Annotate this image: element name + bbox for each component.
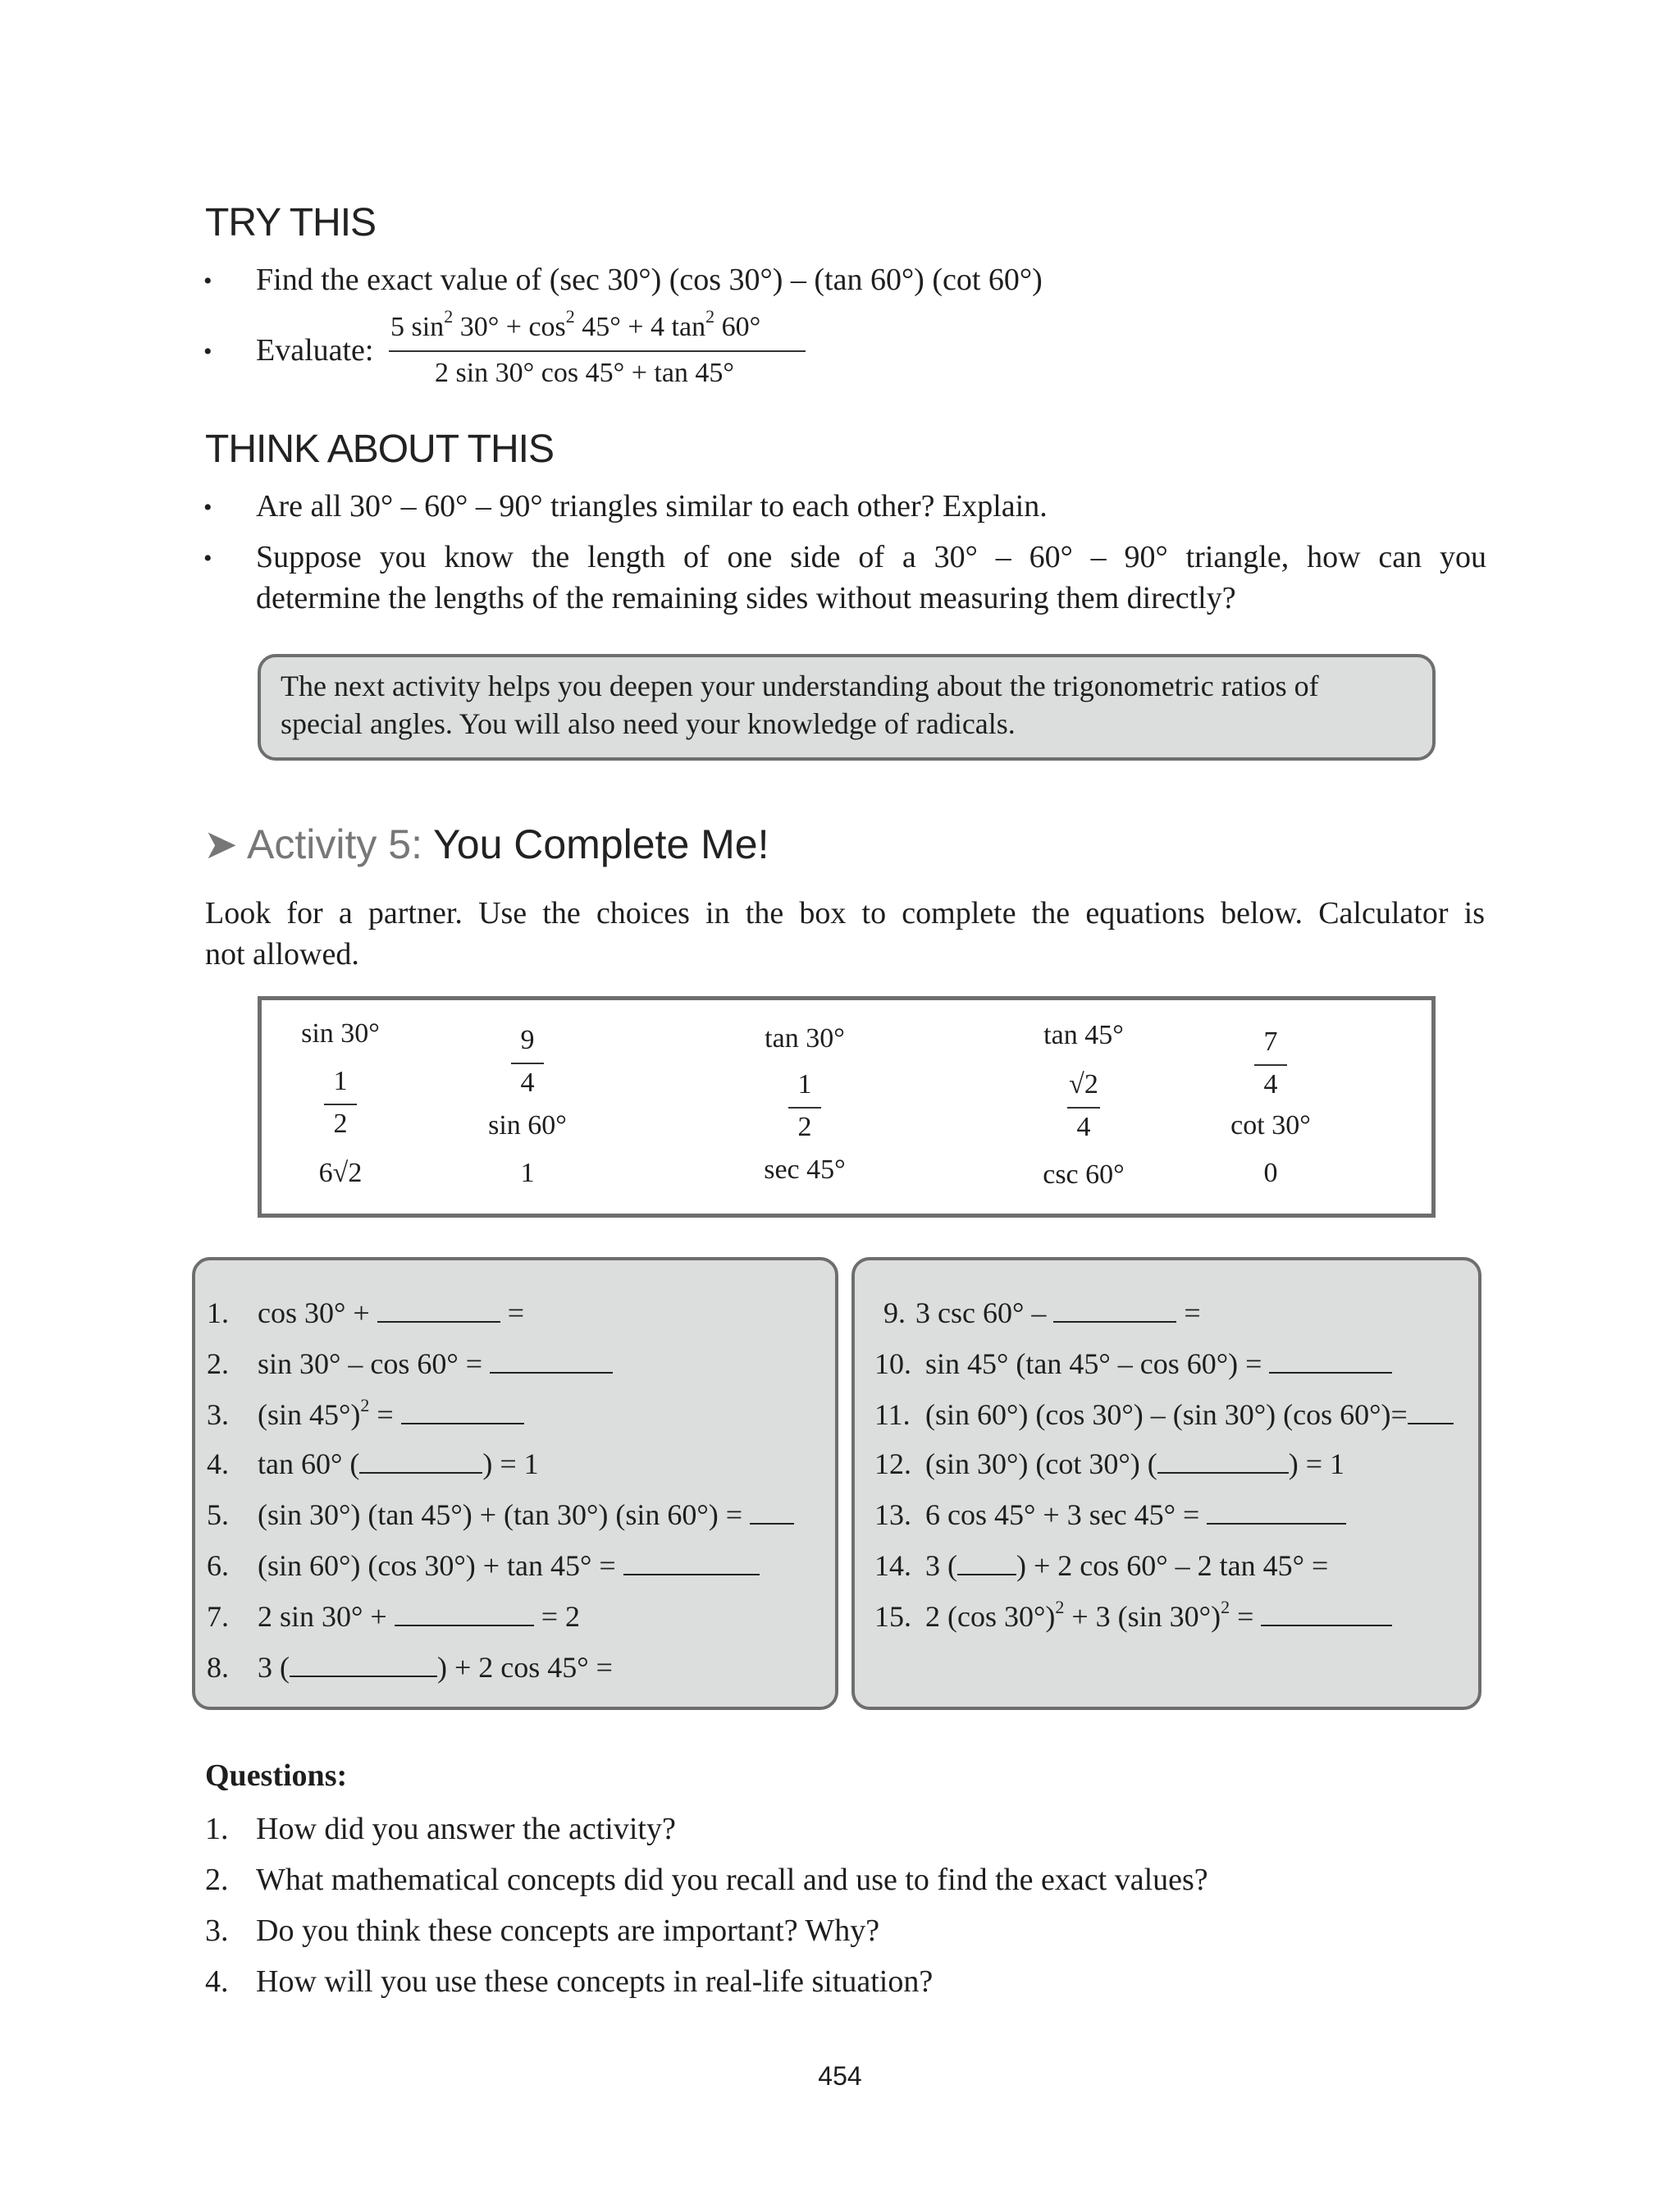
answer-blank[interactable] (1157, 1444, 1289, 1474)
answer-blank[interactable] (623, 1546, 760, 1575)
activity-label: Activity 5: (247, 821, 422, 867)
fraction-numerator: 5 $\sin^2 30^\circ + \cos^2 45^\circ + 4$ $\tan^2 60^\circ$ (390, 306, 761, 342)
try-this-heading: TRY THIS (205, 201, 377, 245)
choice-fraction-root2-4: √2 4 (1059, 1069, 1108, 1150)
choices-box (258, 996, 1436, 1218)
page-number: 454 (818, 2061, 862, 2091)
choice-fraction-9-4: 9 4 (503, 1025, 552, 1105)
equation-9: 9. 3 csc 60° – = (871, 1293, 1201, 1330)
think-about-heading: THINK ABOUT THIS (205, 427, 554, 471)
try-item-2-label: Evaluate: (256, 333, 374, 368)
bullet-icon: • (203, 338, 212, 365)
bullet-icon: • (203, 494, 212, 521)
fraction-denominator: 2 sin 30° cos 45° + tan 45° (435, 358, 735, 388)
questions-heading: Questions: (205, 1758, 348, 1793)
answer-blank[interactable] (359, 1444, 482, 1474)
answer-blank[interactable] (1269, 1344, 1392, 1374)
arrow-icon: ➤ (203, 821, 238, 868)
right-equations-box (851, 1257, 1481, 1710)
answer-blank[interactable] (290, 1648, 437, 1677)
choice-fraction-1-2: 1 2 (316, 1066, 365, 1146)
think-item-1: Are all 30° – 60° – 90° triangles similar to each other? Explain. (256, 489, 1048, 523)
note-box (258, 654, 1436, 761)
think-item-2-line1: Suppose you know the length of one side of a 30° – 60° – 90° triangle, how can you (256, 540, 1486, 574)
left-equations-box (192, 1257, 838, 1710)
choice-6root2: 6√2 (318, 1158, 363, 1188)
equation-15: 15. 2 (cos 30°)$^2$ + 3 (sin 30°)$^2$ = (874, 1597, 1392, 1634)
equation-13: 13. 6 cos 45° + 3 sec 45° = (874, 1495, 1346, 1532)
equation-2: 2. sin 30° – cos 60° = (207, 1344, 613, 1381)
answer-blank[interactable] (377, 1293, 500, 1323)
choice-sin30: sin 30° (301, 1018, 380, 1049)
answer-blank[interactable] (401, 1395, 524, 1424)
note-line-1: The next activity helps you deepen your understanding about the trigonometric ratios of (281, 670, 1319, 702)
choice-one: 1 (520, 1158, 535, 1188)
bullet-icon: • (203, 267, 212, 295)
equation-11: 11. (sin 60°) (cos 30°) – (sin 30°) (cos 60°)= (874, 1395, 1454, 1432)
equation-3: 3. (sin 45°)$^2$ = (207, 1395, 524, 1432)
think-item-2-line2: determine the lengths of the remaining sides without measuring them directly? (256, 581, 1236, 615)
question-1: 1. How did you answer the activity? (205, 1812, 676, 1846)
choice-cot30: cot 30° (1230, 1110, 1311, 1141)
equation-5: 5. (sin 30°) (tan 45°) + (tan 30°) (sin 60°) = (207, 1495, 794, 1532)
answer-blank[interactable] (395, 1597, 534, 1626)
answer-blank[interactable] (1408, 1395, 1454, 1424)
bullet-icon: • (203, 545, 212, 572)
choice-sin60: sin 60° (488, 1110, 567, 1141)
activity-title: You Complete Me! (433, 821, 769, 867)
question-2: 2. What mathematical concepts did you recall and use to find the exact values? (205, 1863, 1208, 1897)
answer-blank[interactable] (750, 1495, 794, 1525)
equation-14: 14. 3 ( ) + 2 cos 60° – 2 tan 45° = (874, 1546, 1328, 1583)
fraction-bar (389, 350, 806, 352)
equation-12: 12. (sin 30°) (cot 30°) ( ) = 1 (874, 1444, 1344, 1481)
choice-tan30: tan 30° (765, 1023, 845, 1054)
answer-blank[interactable] (957, 1546, 1016, 1575)
equation-10: 10. sin 45° (tan 45° – cos 60°) = (874, 1344, 1392, 1381)
answer-blank[interactable] (1207, 1495, 1346, 1525)
note-line-2: special angles. You will also need your knowledge of radicals. (281, 707, 1016, 740)
choice-tan45: tan 45° (1043, 1020, 1124, 1050)
choice-zero: 0 (1263, 1158, 1278, 1188)
question-4: 4. How will you use these concepts in real-life situation? (205, 1964, 934, 1999)
equation-8: 8. 3 ( ) + 2 cos 45° = (207, 1648, 613, 1685)
activity-instructions-line1: Look for a partner. Use the choices in the box to complete the equations below. Calculator is (205, 896, 1485, 930)
choice-fraction-7-4: 7 4 (1246, 1026, 1295, 1107)
activity-heading (203, 821, 769, 868)
equation-1: 1. cos 30° + = (207, 1293, 524, 1330)
choice-sec45: sec 45° (764, 1154, 846, 1185)
question-3: 3. Do you think these concepts are important? Why? (205, 1913, 880, 1948)
answer-blank[interactable] (1261, 1597, 1392, 1626)
try-item-1: Find the exact value of (sec 30°) (cos 30°) – (tan 60°) (cot 60°) (256, 263, 1043, 297)
choice-csc60: csc 60° (1043, 1159, 1125, 1190)
answer-blank[interactable] (490, 1344, 613, 1374)
choice-fraction-1-2b: 1 2 (780, 1069, 829, 1150)
answer-blank[interactable] (1053, 1293, 1176, 1323)
equation-7: 7. 2 sin 30° + = 2 (207, 1597, 580, 1634)
equation-4: 4. tan 60° ( ) = 1 (207, 1444, 539, 1481)
activity-instructions-line2: not allowed. (205, 937, 359, 972)
equation-6: 6. (sin 60°) (cos 30°) + tan 45° = (207, 1546, 760, 1583)
